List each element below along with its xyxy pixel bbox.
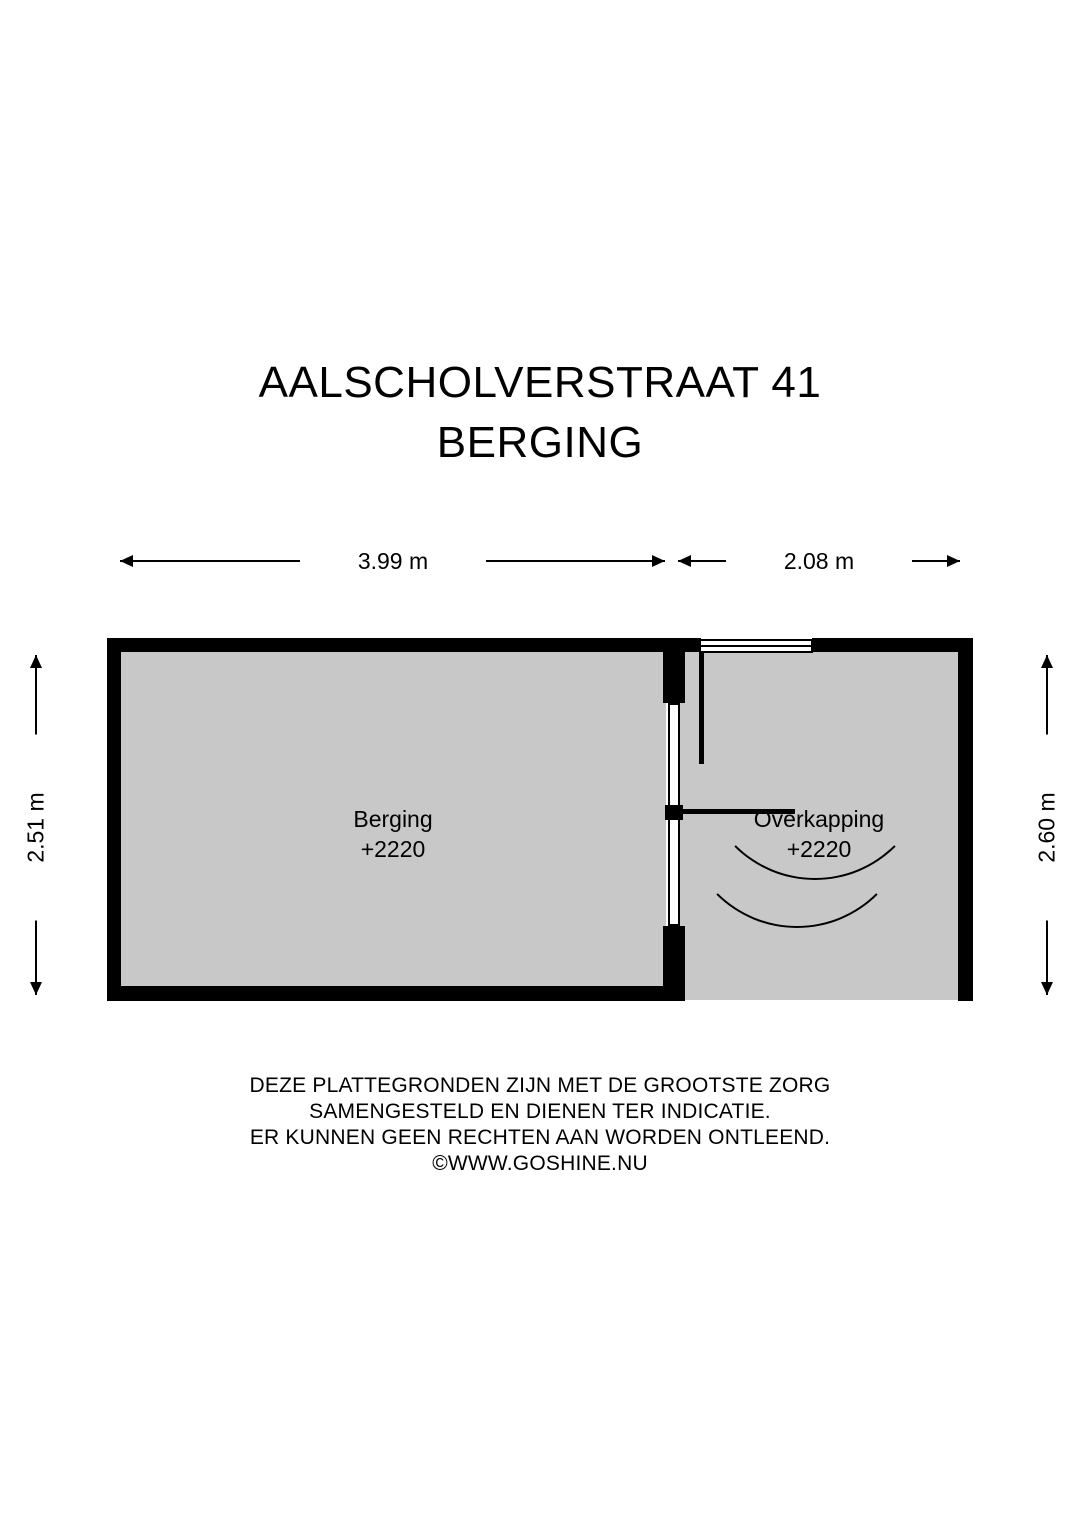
arrow-down-icon [1041,982,1053,995]
dimension-left-label: 2.51 m [23,735,50,921]
dimension-top-right-label: 2.08 m [726,548,912,575]
disclaimer [0,1073,1080,1177]
page-title [0,356,1080,470]
arrow-left-icon [678,555,691,567]
disclaimer-copyright: ©WWW.GOSHINE.NU [432,1152,648,1175]
wall-top-right [812,638,972,652]
wall-bottom-left [107,986,679,1001]
door-frame-upper [668,703,680,807]
room-label-berging [293,804,493,864]
disclaimer-line-3: ER KUNNEN GEEN RECHTEN AAN WORDEN ONTLEEND. [249,1126,831,1149]
arrow-right-icon [947,555,960,567]
room-name-berging: Berging [353,806,433,832]
disclaimer-line-2: SAMENGESTELD EN DIENEN TER INDICATIE. [309,1100,771,1123]
floor-plan [107,638,973,1010]
wall-left [107,638,121,1001]
arrow-up-icon [30,655,42,668]
arrow-left-icon [120,555,133,567]
wall-top-left [107,638,679,652]
arrow-down-icon [30,982,42,995]
disclaimer-line-1: DEZE PLATTEGRONDEN ZIJN MET DE GROOTSTE ZORG [249,1074,831,1097]
wall-middle-bottom-segment [663,926,685,1001]
page-title-address: AALSCHOLVERSTRAAT 41 [258,358,822,407]
room-level-berging: +2220 [360,836,426,862]
dimension-right-label: 2.60 m [1034,735,1061,921]
wall-right [958,638,973,1001]
page-title-subject: BERGING [436,418,644,467]
top-opening-mullion [699,645,813,647]
room-level-overkapping: +2220 [786,836,852,862]
room-label-overkapping [714,804,924,864]
dimension-top-left-label: 3.99 m [300,548,486,575]
wall-middle-top-segment [663,638,685,703]
door-frame-lower [668,818,680,926]
room-name-overkapping: Overkapping [753,806,885,832]
arrow-up-icon [1041,655,1053,668]
door-hinge-block [665,805,683,820]
arrow-right-icon [652,555,665,567]
